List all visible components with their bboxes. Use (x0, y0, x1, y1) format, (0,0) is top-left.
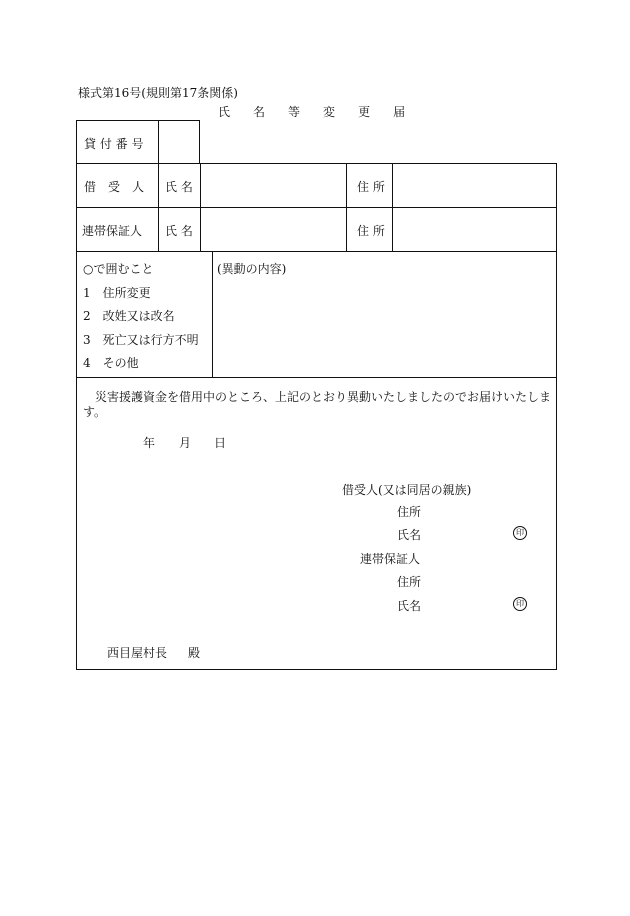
guarantor-name-label: 氏 名 (165, 224, 193, 238)
borrower-name-field[interactable] (201, 164, 345, 206)
guarantor-body-name-label: 氏名 (397, 599, 422, 613)
borrower-label: 借 受 人 (84, 180, 145, 194)
applicant-seal-mark: 印 (513, 526, 527, 540)
applicant-address-label: 住所 (397, 505, 422, 519)
applicant-heading: 借受人(又は同居の親族) (342, 483, 472, 497)
title-char: 名 (253, 105, 266, 119)
borrower-address-label: 住 所 (357, 180, 385, 194)
guarantor-label: 連帯保証人 (82, 224, 143, 238)
row-divider (76, 251, 557, 252)
honorific: 殿 (188, 646, 201, 660)
title-char: 変 (323, 105, 336, 119)
col-divider (158, 163, 159, 251)
borrower-address-field[interactable] (393, 164, 555, 206)
title-char: 氏 (218, 105, 231, 119)
guarantor-address-label: 住 所 (357, 224, 385, 238)
guarantor-body-address-label: 住所 (397, 575, 422, 589)
title-char: 届 (393, 105, 406, 119)
change-option-other[interactable]: 4 その他 (83, 356, 139, 370)
change-content-field[interactable] (213, 276, 555, 376)
title-char: 等 (288, 105, 301, 119)
title-char: 更 (358, 105, 371, 119)
applicant-name-label: 氏名 (397, 528, 422, 542)
form-number-label: 様式第16号(規則第17条関係) (78, 86, 238, 100)
addressee: 西目屋村長 (107, 646, 168, 660)
row-divider (76, 377, 557, 378)
date-day: 日 (214, 436, 227, 450)
guarantor-heading: 連帯保証人 (360, 552, 421, 566)
change-option-address[interactable]: 1 住所変更 (83, 286, 151, 300)
date-year: 年 (143, 436, 156, 450)
change-option-surname[interactable]: 2 改姓又は改名 (83, 309, 175, 323)
guarantor-address-field[interactable] (393, 208, 555, 250)
declaration-line-1: 災害援護資金を借用中のところ、上記のとおり異動いたしましたのでお届けいたしま (95, 390, 552, 404)
change-content-label: (異動の内容) (217, 262, 287, 276)
borrower-name-label: 氏 名 (165, 180, 193, 194)
guarantor-seal-mark: 印 (513, 597, 527, 611)
guarantor-name-field[interactable] (201, 208, 345, 250)
change-option-death[interactable]: 3 死亡又は行方不明 (83, 333, 199, 347)
declaration-line-2: す。 (83, 405, 107, 419)
date-month: 月 (179, 436, 192, 450)
circle-instruction: ○で囲むこと (83, 262, 154, 276)
col-divider (346, 163, 347, 251)
document-title (218, 103, 428, 120)
loan-number-label: 貸 付 番 号 (84, 137, 144, 151)
loan-number-field[interactable] (159, 121, 199, 163)
